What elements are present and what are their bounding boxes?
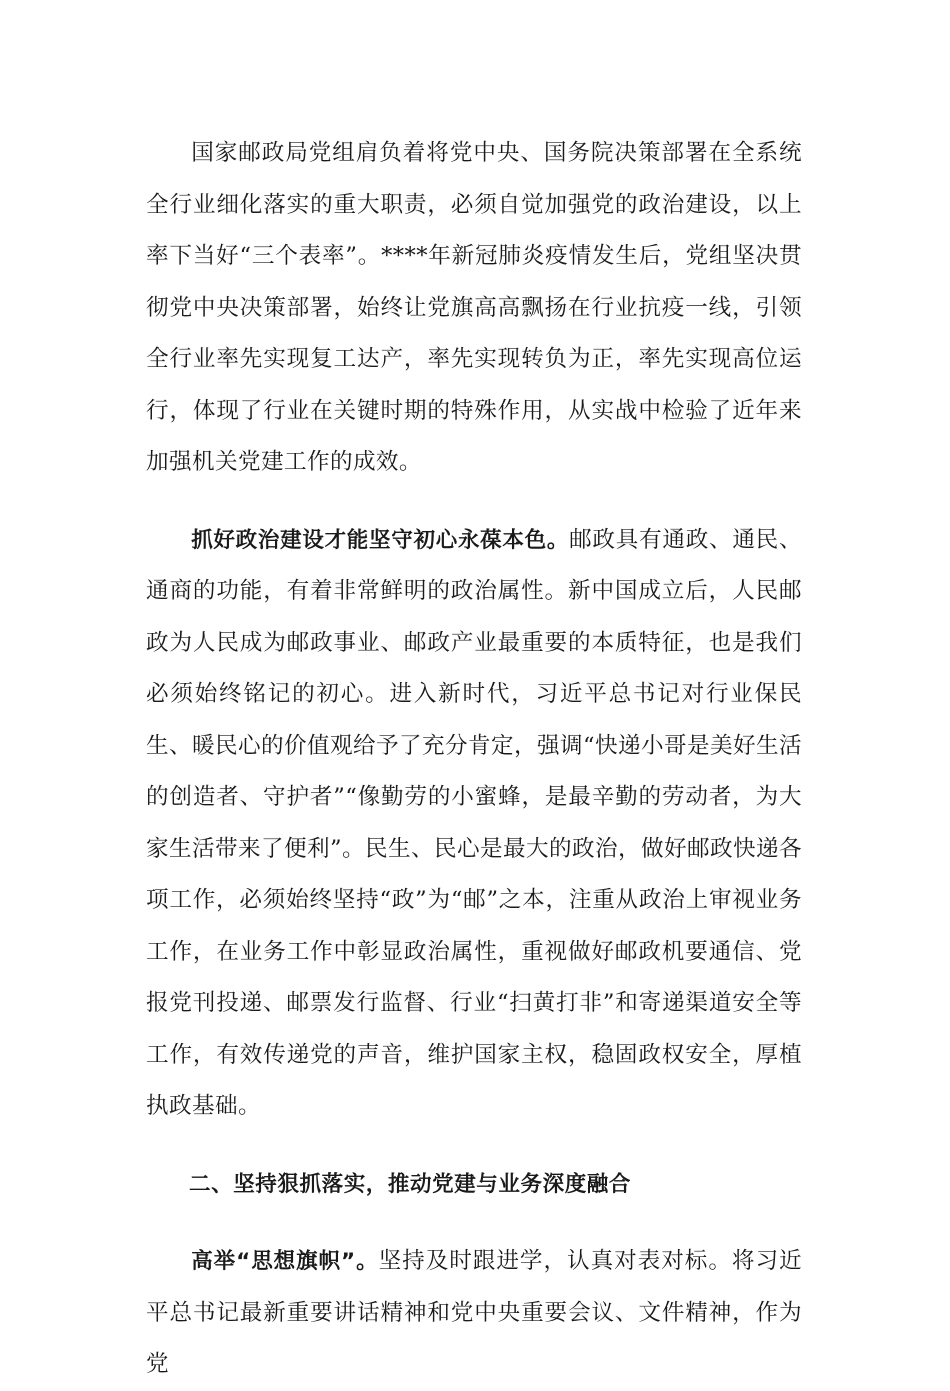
paragraph-lead-thought-banner: 高举“思想旗帜”。 — [191, 1249, 379, 1274]
paragraph-political-building — [146, 515, 802, 1133]
paragraph-lead-political-building: 抓好政治建设才能坚守初心永葆本色。 — [191, 527, 570, 553]
paragraph-body-political-building: 邮政具有通政、通民、通商的功能，有着非常鲜明的政治属性。新中国成立后，人民邮政为人民成为邮政事业、邮政产业最重要的本质特征，也是我们必须始终铭记的初心。进入新时代，习近平总书记对行业保民生、暖民心的价值观给予了充分肯定，强调“快递小哥是美好生活的创造者、守护者”“像勤劳的小蜜蜂，是最辛勤的劳动者，为大家生活带来了便利”。民生、民心是最大的政治，做好邮政快递各项工作，必须始终坚持“政”为“邮”之本，注重从政治上审视业务工作，在业务工作中彰显政治属性，重视做好邮政机要通信、党报党刊投递、邮票发行监督、行业“扫黄打非”和寄递渠道安全等工作，有效传递党的声音，维护国家主权，稳固政权安全，厚植执政基础。 — [146, 526, 802, 1119]
document-page — [146, 128, 802, 1391]
section-heading-2: 二、坚持狠抓落实，推动党建与业务深度融合 — [189, 1171, 632, 1197]
paragraph-thought-banner — [146, 1236, 802, 1391]
paragraph-body-thought-banner: 坚持及时跟进学，认真对表对标。将习近平总书记最新重要讲话精神和党中央重要会议、文件精神，作为党 — [146, 1248, 802, 1377]
paragraph-duties: 国家邮政局党组肩负着将党中央、国务院决策部署在全系统全行业细化落实的重大职责，必须自觉加强党的政治建设，以上率下当好“三个表率”。****年新冠肺炎疫情发生后，党组坚决贯彻党中央决策部署，始终让党旗高高飘扬在行业抗疫一线，引领全行业率先实现复工达产，率先实现转负为正，率先实现高位运行，体现了行业在关键时期的特殊作用，从实战中检验了近年来加强机关党建工作的成效。 — [146, 140, 802, 475]
